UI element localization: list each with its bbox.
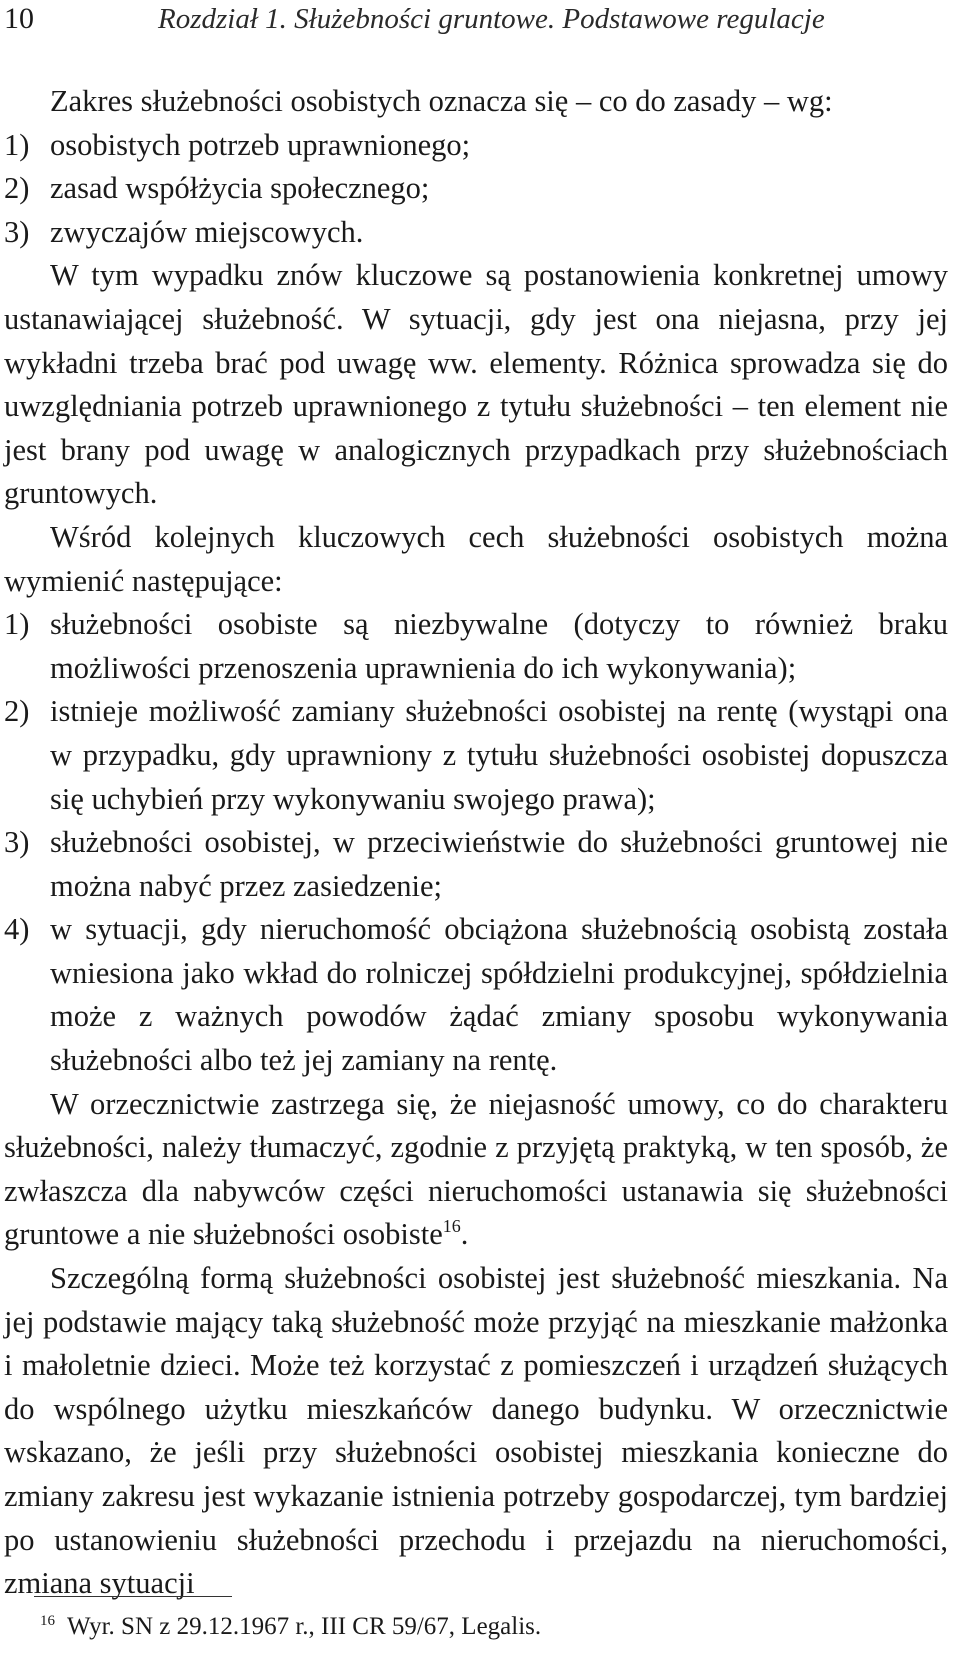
list-number: 2) — [4, 694, 30, 729]
running-head — [4, 0, 954, 40]
list-text: zwyczajów miejscowych. — [50, 214, 364, 249]
list-text: służebności osobistej, w przeciwieństwie do służebności gruntowej nie można nabyć przez zasiedzenie; — [50, 825, 948, 903]
paragraph-3-text: W orzecznictwie zastrzega się, że niejasność umowy, co do charakteru służebności, należy tłumaczyć, zgodnie z przyjętą praktyką, w ten sposób, że zwłaszcza dla nabywców części nieruchomości ustanawia się służebności gruntowe a nie służebności osobiste — [4, 1086, 948, 1252]
list-item — [4, 167, 948, 211]
list-text: zasad współżycia społecznego; — [50, 171, 430, 206]
paragraph-4: Szczególną formą służebności osobistej jest służebność mieszkania. Na jej podstawie mający taką służebność może przyjąć na mieszkanie małżonka i małoletnie dzieci. Może też korzystać z pomieszczeń i urządzeń służących do wspólnego użytku mieszkańców danego budynku. W orzecznictwie wskazano, że jeśli przy służebności osobistej mieszkania konieczne do zmiany zakresu jest wykazanie istnienia potrzeby gospodarczej, tym bardziej po ustanowieniu służebności przechodu i przejazdu na nieruchomości, zmiana sytuacji — [4, 1261, 948, 1601]
list-text: służebności osobiste są niezbywalne (dotyczy to również braku możliwości przenoszenia uprawnienia do ich wykonywania); — [50, 607, 948, 685]
scope-list — [4, 124, 948, 255]
list-number: 3) — [4, 214, 30, 249]
list-number: 3) — [4, 825, 30, 860]
footnote — [40, 1612, 940, 1642]
list-item — [4, 124, 948, 168]
page-number: 10 — [4, 2, 34, 35]
footnote-divider — [34, 1596, 232, 1597]
list-text: osobistych potrzeb uprawnionego; — [50, 127, 471, 162]
footnote-reference[interactable]: 16 — [442, 1216, 461, 1237]
list-number: 1) — [4, 127, 30, 162]
list-text: istnieje możliwość zamiany służebności osobistej na rentę (wystąpi ona w przypadku, gdy uprawniony z tytułu służebności osobistej dopuszcza się uchybień przy wykonywaniu swojego prawa); — [50, 694, 948, 816]
list-number: 1) — [4, 607, 30, 642]
features-list — [4, 603, 948, 1083]
list-item — [4, 908, 948, 1082]
paragraph-3-end: . — [460, 1217, 469, 1252]
list-text: w sytuacji, gdy nieruchomość obciążona służebnością osobistą została wniesiona jako wkład do rolniczej spółdzielni produkcyjnej, spółdzielnia może z ważnych powodów żądać zmiany sposobu wykonywania służebności albo też jej zamiany na rentę. — [50, 912, 948, 1078]
running-title: Rozdział 1. Służebności gruntowe. Podstawowe regulacje — [158, 3, 825, 35]
intro-paragraph: Zakres służebności osobistych oznacza się – co do zasady – wg: — [50, 84, 833, 118]
paragraph-1: W tym wypadku znów kluczowe są postanowienia konkretnej umowy ustanawiającej służebność. W sytuacji, gdy jest ona niejasna, przy jej wykładni trzeba brać pod uwagę ww. elementy. Różnica sprowadza się do uwzględniania potrzeb uprawnionego z tytułu służebności – ten element nie jest brany pod uwagę w analogicznych przypadkach przy służebnościach gruntowych. — [4, 258, 948, 511]
paragraph-3 — [4, 1083, 948, 1257]
list-item — [4, 603, 948, 690]
list-number: 2) — [4, 171, 30, 206]
list-item — [4, 821, 948, 908]
body-text — [4, 80, 948, 1606]
list-item — [4, 690, 948, 821]
list-number: 4) — [4, 912, 30, 947]
paragraph-2: Wśród kolejnych kluczowych cech służebności osobistych można wymienić następujące: — [4, 519, 948, 598]
list-item — [4, 211, 948, 255]
footnote-text: Wyr. SN z 29.12.1967 r., III CR 59/67, Legalis. — [67, 1613, 542, 1640]
footnote-number: 16 — [40, 1613, 55, 1629]
